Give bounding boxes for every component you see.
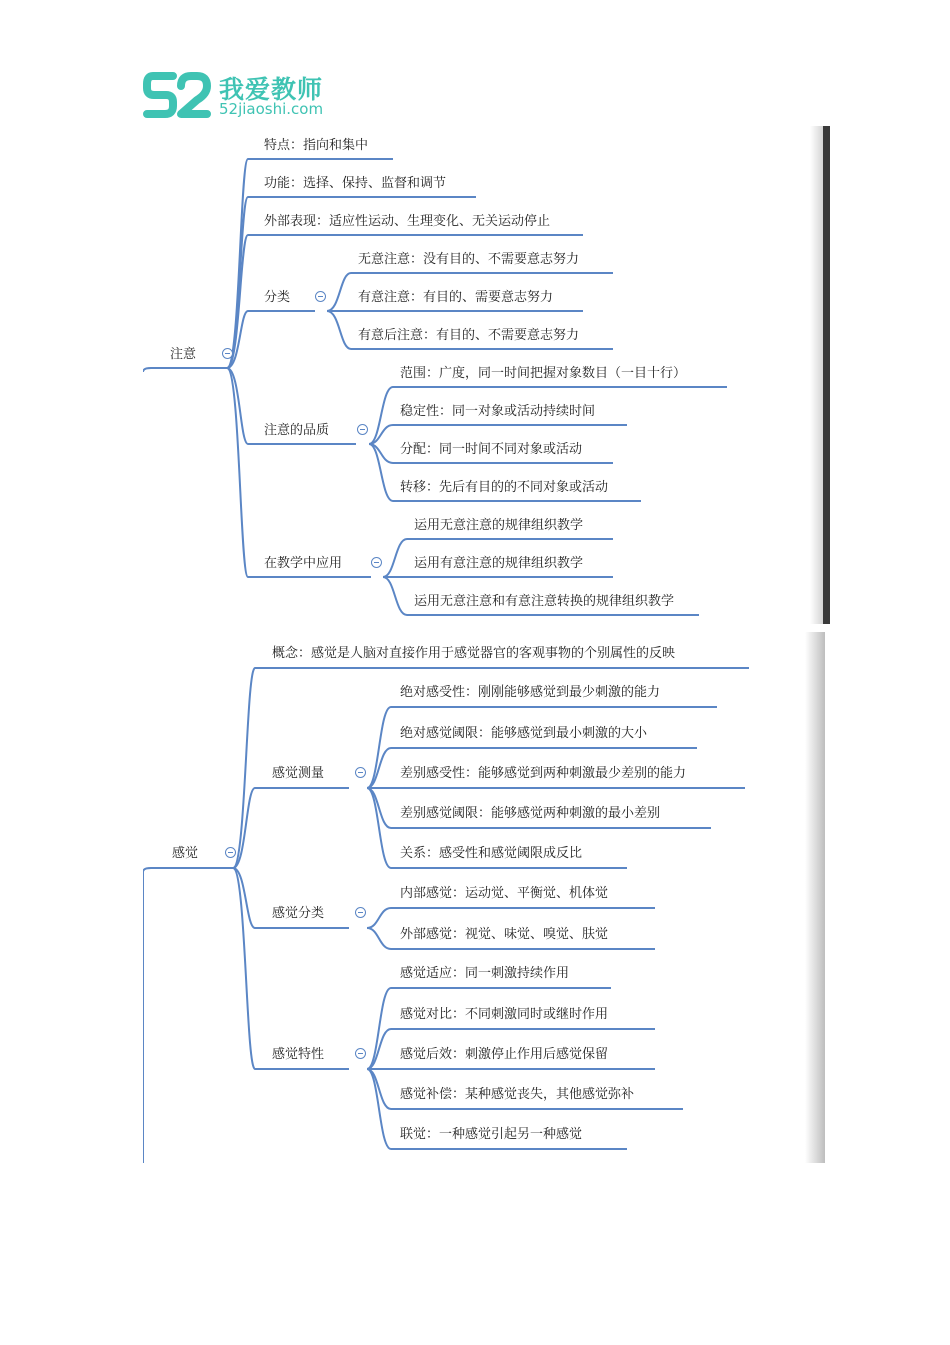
root-node-attention: 注意 xyxy=(170,347,197,362)
leaf-node: 有意后注意：有目的、不需要意志努力 xyxy=(358,328,580,343)
leaf-node: 运用无意注意的规律组织教学 xyxy=(414,518,584,533)
mindmap-attention xyxy=(143,126,830,624)
collapse-icon[interactable] xyxy=(315,291,326,302)
root-node-sensation: 感觉 xyxy=(172,846,199,861)
leaf-node: 差别感觉阈限：能够感觉两种刺激的最小差别 xyxy=(400,806,661,821)
collapse-icon[interactable] xyxy=(225,847,236,858)
leaf-node: 稳定性：同一对象或活动持续时间 xyxy=(400,404,596,419)
branch-node: 感觉特性 xyxy=(272,1047,325,1062)
branch-node: 功能：选择、保持、监督和调节 xyxy=(264,176,447,191)
leaf-node: 感觉适应：同一刺激持续作用 xyxy=(400,966,570,981)
mindmap-sensation xyxy=(143,632,825,1163)
leaf-node: 运用无意注意和有意注意转换的规律组织教学 xyxy=(414,594,675,609)
leaf-node: 关系：感受性和感觉阈限成反比 xyxy=(400,846,583,861)
leaf-node: 绝对感觉阈限：能够感觉到最小刺激的大小 xyxy=(400,726,648,741)
leaf-node: 感觉后效：刺激停止作用后感觉保留 xyxy=(400,1047,609,1062)
collapse-icon[interactable] xyxy=(357,424,368,435)
collapse-icon[interactable] xyxy=(355,767,366,778)
leaf-node: 无意注意：没有目的、不需要意志努力 xyxy=(358,252,580,267)
branch-node: 概念：感觉是人脑对直接作用于感觉器官的客观事物的个别属性的反映 xyxy=(272,646,676,661)
branch-node: 外部表现：适应性运动、生理变化、无关运动停止 xyxy=(264,214,551,229)
site-logo xyxy=(143,68,343,126)
leaf-node: 感觉补偿：某种感觉丧失，其他感觉弥补 xyxy=(400,1087,635,1102)
leaf-node: 内部感觉：运动觉、平衡觉、机体觉 xyxy=(400,886,609,901)
collapse-icon[interactable] xyxy=(371,557,382,568)
branch-node: 分类 xyxy=(264,290,291,305)
branch-node: 特点：指向和集中 xyxy=(264,138,369,153)
leaf-node: 范围：广度，同一时间把握对象数目（一目十行） xyxy=(400,366,687,381)
leaf-node: 转移：先后有目的的不同对象或活动 xyxy=(400,480,609,495)
logo-domain: 52jiaoshi.com xyxy=(219,100,324,118)
leaf-node: 联觉：一种感觉引起另一种感觉 xyxy=(400,1127,583,1142)
leaf-node: 感觉对比：不同刺激同时或继时作用 xyxy=(400,1007,609,1022)
collapse-icon[interactable] xyxy=(355,907,366,918)
logo-52-icon xyxy=(143,68,211,122)
leaf-node: 绝对感受性：刚刚能够感觉到最少刺激的能力 xyxy=(400,685,661,700)
leaf-node: 有意注意：有目的、需要意志努力 xyxy=(358,290,554,305)
leaf-node: 运用有意注意的规律组织教学 xyxy=(414,556,584,571)
branch-node: 注意的品质 xyxy=(264,423,330,438)
collapse-icon[interactable] xyxy=(222,348,233,359)
branch-node: 感觉测量 xyxy=(272,766,325,781)
leaf-node: 外部感觉：视觉、味觉、嗅觉、肤觉 xyxy=(400,927,609,942)
logo-title: 我爱教师 xyxy=(219,75,324,104)
branch-node: 在教学中应用 xyxy=(264,556,343,571)
collapse-icon[interactable] xyxy=(355,1048,366,1059)
branch-node: 感觉分类 xyxy=(272,906,325,921)
leaf-node: 分配：同一时间不同对象或活动 xyxy=(400,442,583,457)
leaf-node: 差别感受性：能够感觉到两种刺激最少差别的能力 xyxy=(400,766,687,781)
